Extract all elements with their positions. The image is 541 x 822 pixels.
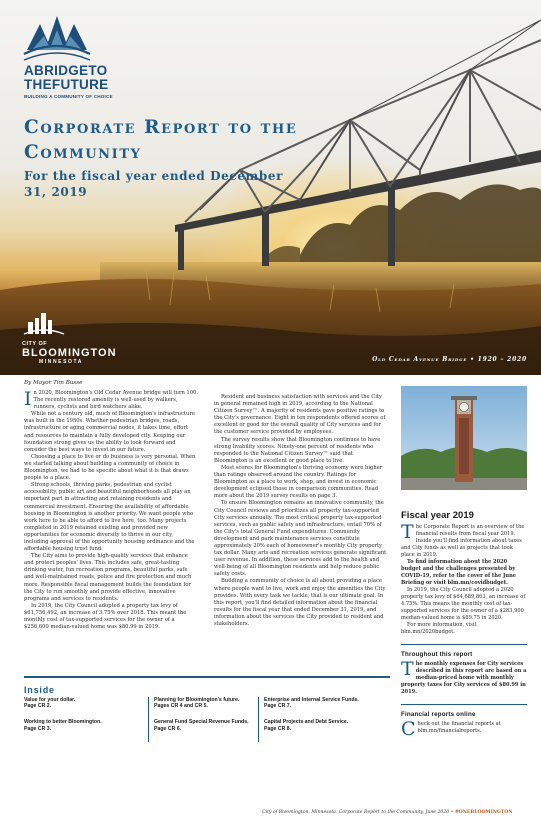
article-paragraph: Choosing a place to live or do business is very personal. When we started talking about building a community of choice in Bloomington, we had to be specific about what it is that draws people to a place.: [24, 453, 196, 482]
inside-item-page: Page CR 8.: [264, 725, 292, 732]
inside-column: [258, 697, 368, 742]
article-paragraph: Resident and business satisfaction with services and the City in general remained high in 2019, according to the National Citizen Survey™. A majority of residents gave positive ratings to the City's governance. Eight in ten respondents offered scores of excellent or good for the overall quality of City services and for the customer service provided by employees.: [214, 394, 386, 436]
inside-item-title: Value for your dollar.: [24, 696, 76, 703]
bridge-logo-icon: [22, 14, 92, 66]
inside-divider: [24, 676, 390, 678]
article-paragraph: While not a century old, much of Bloomington's infrastructure was built in the 1950s. Whether pedestrian bridges, roads, infrastructure or aging commercial nodes, it takes time, effort and resources to maintain a fully developed city. Keeping our foundation strong gives us the ability to look forward and consider the best ways to invest in our future.: [24, 411, 195, 453]
article-column-right: [214, 394, 388, 628]
drop-cap: T: [401, 521, 414, 543]
financial-reports-text: [401, 718, 527, 740]
fiscal-paragraph: For more information, visit blm.mn/2020budget.: [401, 622, 477, 635]
article-paragraph: Most scores for Bloomington's thriving economy were higher than ratings observed around the country. Ratings for Bloomington as a place to work, shop, and invest in economic development eclipsed those in comparison communities. Read more about the 2019 survey results on page 3.: [214, 464, 383, 500]
bridge-logo-mark: [22, 14, 112, 66]
inside-column: [148, 697, 258, 742]
logo-tagline: BUILDING A COMMUNITY OF CHOICE: [24, 94, 113, 99]
byline: By Mayor Tim Busse: [24, 380, 83, 386]
inside-item-title: Enterprise and Internal Service Funds.: [264, 696, 359, 703]
fiscal-year-heading: Fiscal year 2019: [401, 510, 474, 521]
report-subtitle: For the fiscal year ended December 31, 2019: [24, 169, 284, 199]
article-paragraph: In 2019, the City Council adopted a property tax levy of $61,756,492, an increase of 3.75% over 2018. This meant the monthly cost of tax-supported services for the owner of a $256,600 median-valued home was $80.99 in 2019.: [24, 602, 187, 631]
sidebar: [401, 378, 527, 808]
inside-item-title: Working to better Bloomington.: [24, 719, 102, 726]
city-skyline-icon: [22, 312, 66, 336]
city-state: MINNESOTA: [38, 359, 84, 365]
inside-item-page: Page CR 3.: [24, 725, 52, 732]
throughout-report-text: [401, 658, 527, 696]
financial-reports-heading: Financial reports online: [401, 711, 476, 718]
inside-item-page: Page CR 6.: [154, 725, 182, 732]
article-paragraph: In 2020, Bloomington's Old Cedar Avenue bridge will turn 100. The recently restored amenity is well-used by walkers, runners, cyclists and bird watchers alike.: [24, 388, 198, 411]
footer-hashtag[interactable]: #ONEBLOOMINGTON: [454, 810, 513, 815]
fiscal-paragraph: In 2019, the City Council adopted a 2020 property tax levy of $64,689,863, an increase of 4.75%. This means the monthly cost of tax-supported services for the owner of a $283,900 median-valued home is $89.75 in 2020.: [401, 587, 526, 621]
throughout-report-heading: Throughout this report: [401, 651, 473, 658]
inside-item[interactable]: [264, 697, 368, 711]
article-paragraph: To ensure Bloomington remains an innovative community, the City Council reviews and prioritizes all property tax-supported City services annually. The most critical property tax-supported services, such as public safety and infrastructure, entail 70% of the City's total General Fund expenditures. Community development and park maintenance services constitute approximately 20% each of homeowner's monthly City property tax dollar. Many arts and recreation services generate significant user revenue. In addition, these services add to the health and well-being of all Bloomington residents and help reduce public safety costs.: [214, 500, 387, 578]
fiscal-paragraph: To find information about the 2020 budget and the challenges presented by COVID-19, refer to the cover of the June Briefing or visit blm.mn/covidbudget.: [401, 559, 517, 586]
inside-item[interactable]: [24, 697, 134, 711]
report-title: Corporate Report to the Community: [24, 117, 298, 163]
clock-tower-photo: [401, 386, 527, 490]
inside-item[interactable]: [154, 697, 258, 711]
inside-item-title: Planning for Bloomington's future.: [154, 696, 240, 703]
inside-item[interactable]: [24, 719, 134, 733]
photo-caption: Old Cedar Avenue Bridge • 1920 – 2020: [372, 356, 527, 363]
sidebar-divider: [401, 644, 527, 645]
sidebar-divider: [401, 704, 527, 705]
throughout-paragraph: The monthly expenses for City services described in this report are based on a median-priced home with monthly property taxes for City services of $80.99 in 2019.: [401, 658, 527, 695]
inside-item-page: Page CR 7.: [264, 703, 292, 710]
logo-line-2: THEFUTURE: [24, 77, 109, 92]
fiscal-year-text: [401, 521, 527, 636]
drop-cap: C: [401, 718, 416, 740]
inside-item[interactable]: [264, 719, 368, 733]
inside-item[interactable]: [154, 719, 258, 733]
inside-item-page: Page CR 2.: [24, 703, 52, 710]
article-paragraph: The survey results show that Bloomington continues to have strong livability scores. Ninety-one percent of residents who responded to the National Citizen Survey™ said that Bloomington is an excellent or good place to live.: [214, 436, 381, 464]
logo-line-1: ABRIDGETO: [24, 63, 108, 78]
drop-cap: T: [401, 658, 414, 680]
logo-wordmark: [24, 64, 144, 99]
financial-paragraph: Check out the financial reports at blm.mn/financialreports.: [401, 718, 501, 740]
fiscal-paragraph: The Corporate Report is an overview of the financial results from fiscal year 2019. Inside you'll find information about taxes and City funds as well as projects that took place in 2019.: [401, 521, 525, 558]
article-paragraph: Strong schools, thriving parks, pedestrian and cyclist accessibility, public art and beautiful neighborhoods all play an important part in attracting and retaining residents and commercial investment. Ensuring the availability of affordable housing in Bloomington is another priority. We want people who work here to be able to afford to live here, too. Many projects completed in 2019 retained existing and provided new opportunities for economic diversity to thrive in our city, including approval of the opportunity housing ordinance and the affordable housing trust fund.: [24, 482, 195, 553]
city-of-bloomington-logo: [22, 312, 122, 365]
inside-heading: Inside: [24, 684, 55, 695]
city-name: BLOOMINGTON: [22, 347, 117, 359]
inside-grid: [24, 697, 388, 777]
article-paragraph: Building a community of choice is all about providing a place where people want to live, work and enjoy the amenities the City provides. With every task we tackle, that is our ultimate goal. In this report, you'll find detailed information about the financial results for the fiscal year that ended December 31, 2019, and information about the services the City provided to resident and stakeholders.: [214, 578, 386, 627]
mayor-letter: [24, 378, 390, 678]
inside-column: [24, 697, 134, 742]
article-paragraph: The City aims to provide high-quality services that enhance and protect peoples' lives. This includes safe, great-tasting drinking water, fun recreation programs, beautiful parks, safe and well-maintained roads, police and fire protection and much more. Responsible fiscal management builds the foundation for the City to run smoothly and provide effective, innovative programs and services to residents.: [24, 553, 192, 602]
inside-contents: [24, 676, 388, 777]
footer-text: City of Bloomington, Minnesota, Corporate Report to the Community, June 2020 • #ONEBLOOMINGTON: [262, 810, 513, 815]
hero-section: [0, 0, 541, 375]
article-column-left: [24, 390, 198, 631]
inside-item-title: General Fund Special Revenue Funds.: [154, 719, 249, 726]
inside-item-page: Pages CR 4 and CR 5.: [154, 703, 208, 710]
inside-item-title: Capital Projects and Debt Service.: [264, 719, 349, 726]
city-of-label: CITY OF: [22, 341, 48, 347]
drop-cap: I: [24, 388, 32, 410]
